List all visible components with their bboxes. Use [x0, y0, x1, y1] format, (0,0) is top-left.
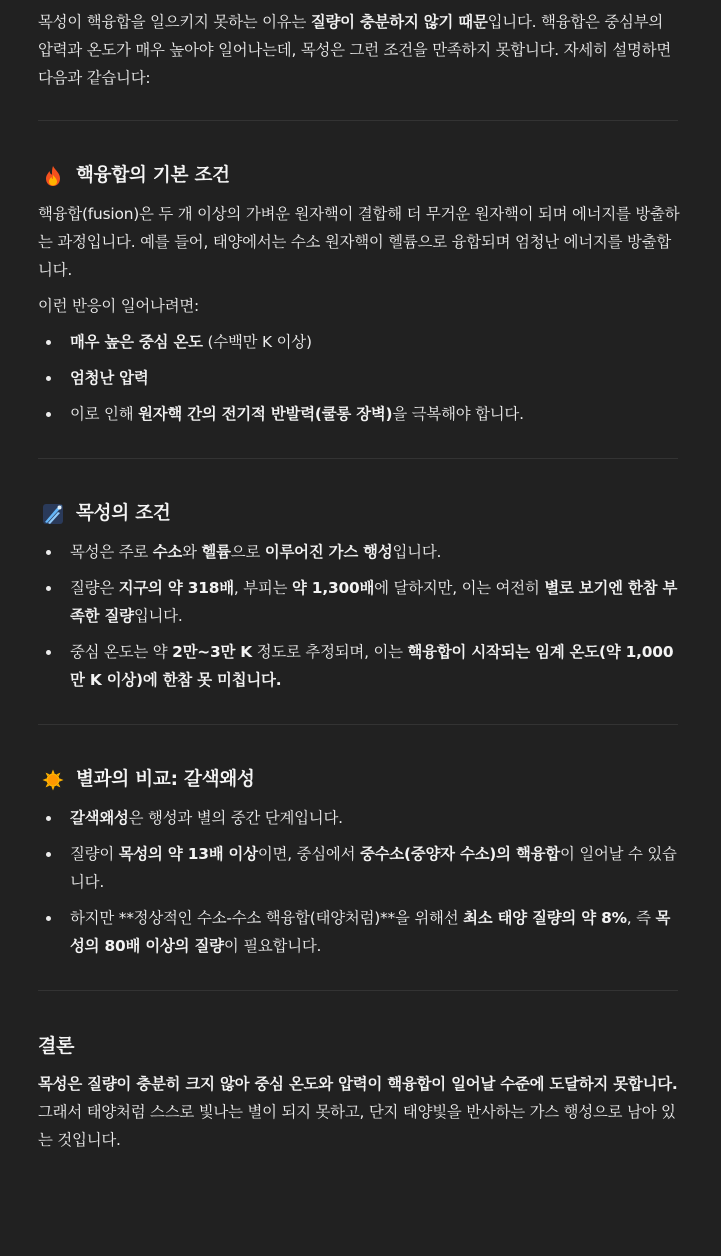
divider: [38, 724, 678, 725]
list-item: 이로 인해 원자핵 간의 전기적 반발력(쿨롱 장벽)을 극복해야 합니다.: [38, 400, 681, 428]
list-item: 질량은 지구의 약 318배, 부피는 약 1,300배에 달하지만, 이는 여전히 별로 보기엔 한참 부족한 질량입니다.: [38, 574, 681, 630]
intro-paragraph: 목성이 핵융합을 일으키지 못하는 이유는 질량이 충분하지 않기 때문입니다. 핵융합은 중심부의 압력과 온도가 매우 높아야 일어나는데, 목성은 그런 조건을 만족하지 못합니다. 자세히 설명하면 다음과 같습니다:: [38, 13, 672, 87]
fusion-requirements-list: [38, 328, 681, 428]
sun-icon: [42, 769, 64, 791]
list-item: 갈색왜성은 행성과 별의 중간 단계입니다.: [38, 804, 681, 832]
jupiter-facts-list: [38, 538, 681, 694]
list-item: 하지만 **정상적인 수소-수소 핵융합(태양처럼)**을 위해선 최소 태양 질량의 약 8%, 즉 목성의 80배 이상의 질량이 필요합니다.: [38, 904, 681, 960]
fusion-definition: 핵융합(fusion)은 두 개 이상의 가벼운 원자핵이 결합해 더 무거운 원자핵이 되며 에너지를 방출하는 과정입니다. 예를 들어, 태양에서는 수소 원자핵이 헬륨으로 융합되며 엄청난 에너지를 방출합니다.: [38, 205, 680, 279]
fire-icon: [42, 165, 64, 187]
list-item: 엄청난 압력: [38, 364, 681, 392]
list-item: 질량이 목성의 약 13배 이상이면, 중심에서 중수소(중양자 수소)의 핵융합이 일어날 수 있습니다.: [38, 840, 681, 896]
section-conclusion: [38, 1032, 681, 1154]
list-item: 중심 온도는 약 2만~3만 K 정도로 추정되며, 이는 핵융합이 시작되는 임계 온도(약 1,000만 K 이상)에 한참 못 미칩니다.: [38, 638, 681, 694]
conclusion-paragraph: 목성은 질량이 충분히 크지 않아 중심 온도와 압력이 핵융합이 일어날 수준에 도달하지 못합니다. 그래서 태양처럼 스스로 빛나는 별이 되지 못하고, 단지 태양빛을 반사하는 가스 행성으로 남아 있는 것입니다.: [38, 1075, 678, 1149]
comet-icon: [42, 503, 64, 525]
section-brown-dwarf: [38, 766, 681, 960]
section-heading: 결론: [38, 1035, 75, 1057]
section-heading: 별과의 비교: 갈색왜성: [38, 766, 681, 794]
fusion-requirement-lead: 이런 반응이 일어나려면:: [38, 297, 200, 315]
section-jupiter-conditions: [38, 500, 681, 694]
divider: [38, 458, 678, 459]
chat-response: [38, 0, 681, 1154]
divider: [38, 990, 678, 991]
section-heading: 핵융합의 기본 조건: [38, 162, 681, 190]
brown-dwarf-list: [38, 804, 681, 960]
section-heading: 목성의 조건: [38, 500, 681, 528]
list-item: 목성은 주로 수소와 헬륨으로 이루어진 가스 행성입니다.: [38, 538, 681, 566]
section-fusion-conditions: [38, 162, 681, 428]
divider: [38, 120, 678, 121]
list-item: 매우 높은 중심 온도 (수백만 K 이상): [38, 328, 681, 356]
